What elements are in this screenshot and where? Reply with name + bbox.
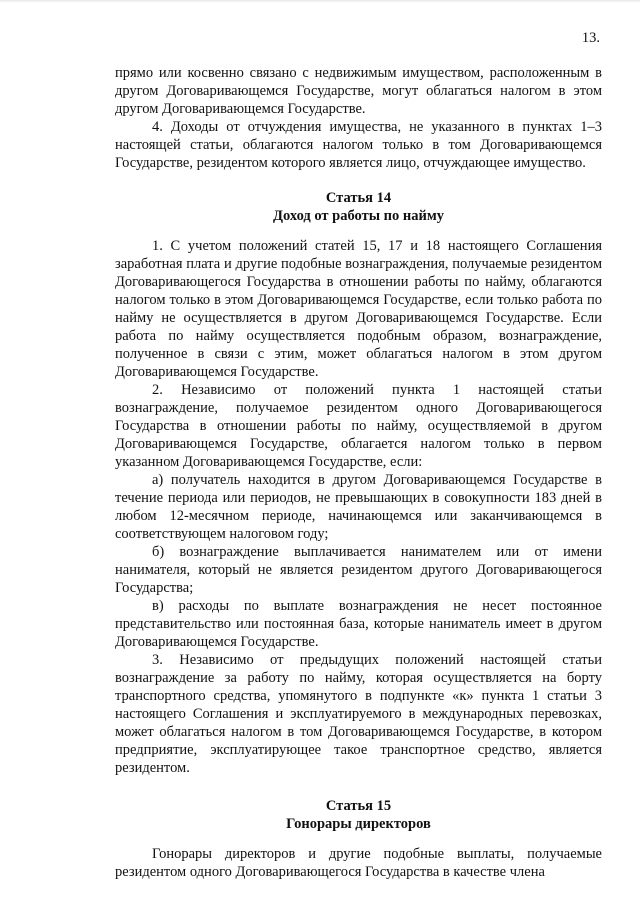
article-14-subitem-a: а) получатель находится в другом Договаривающемся Государстве в течение периода или периодов, не превышающих в совокупности 183 дней в любом 12-месячном периоде, начинающемся или заканчивающемся в соответствующем налоговом году; [115, 472, 602, 542]
article-15-paragraph-1: Гонорары директоров и другие подобные выплаты, получаемые резидентом одного Договаривающегося Государства в качестве члена [115, 846, 602, 880]
article-14-subitem-b: б) вознаграждение выплачивается нанимателем или от имени нанимателя, который не является резидентом другого Договаривающегося Государства; [115, 544, 602, 596]
paragraph-continuation: прямо или косвенно связано с недвижимым имуществом, расположенным в другом Договаривающемся Государстве, могут облагаться налогом в этом другом Договаривающемся Государстве. [115, 65, 602, 117]
page-number: 13. [581, 30, 600, 46]
article-14-paragraph-1: 1. С учетом положений статей 15, 17 и 18 настоящего Соглашения заработная плата и другие подобные вознаграждения, получаемые резидентом Договаривающегося Государства в отношении работы по найму, облагаются налогом только в этом Договаривающемся Государстве, если только работа по найму не осуществляется в другом Договаривающемся Государстве. Если работа по найму осуществляется подобным образом, вознаграждение, полученное в связи с этим, может облагаться налогом в этом другом Договаривающемся Государстве. [115, 238, 602, 380]
article-14-paragraph-2: 2. Независимо от положений пункта 1 настоящей статьи вознаграждение, получаемое резидентом одного Договаривающегося Государства в отношении работы по найму, осуществляемой в другом Договаривающемся Государстве, облагается налогом только в первом указанном Договаривающемся Государстве, если: [115, 382, 602, 470]
scan-edge [0, 0, 640, 3]
article-14-subitem-v: в) расходы по выплате вознаграждения не несет постоянное представительство или постоянная база, которые наниматель имеет в другом Договаривающемся Государстве. [115, 598, 602, 650]
article-14-paragraph-3: 3. Независимо от предыдущих положений настоящей статьи вознаграждение за работу по найму, которая осуществляется на борту транспортного средства, упомянутого в подпункте «к» пункта 1 статьи 3 настоящего Соглашения и эксплуатируемого в международных перевозках, может облагаться налогом в том Договаривающемся Государстве, в котором предприятие, эксплуатирующее такое транспортное средство, является резидентом. [115, 652, 602, 776]
article-14-heading [115, 189, 602, 225]
document-body [115, 64, 602, 881]
article-14-subtitle: Доход от работы по найму [273, 208, 444, 224]
article-15-title: Статья 15 [325, 798, 392, 814]
article-15-subtitle: Гонорары директоров [286, 816, 431, 832]
article-15-heading [115, 797, 602, 833]
paragraph-item-4: 4. Доходы от отчуждения имущества, не указанного в пунктах 1–3 настоящей статьи, облагаются налогом только в том Договаривающемся Государстве, резидентом которого является лицо, отчуждающее имущество. [115, 119, 602, 171]
article-14-title: Статья 14 [325, 190, 392, 206]
